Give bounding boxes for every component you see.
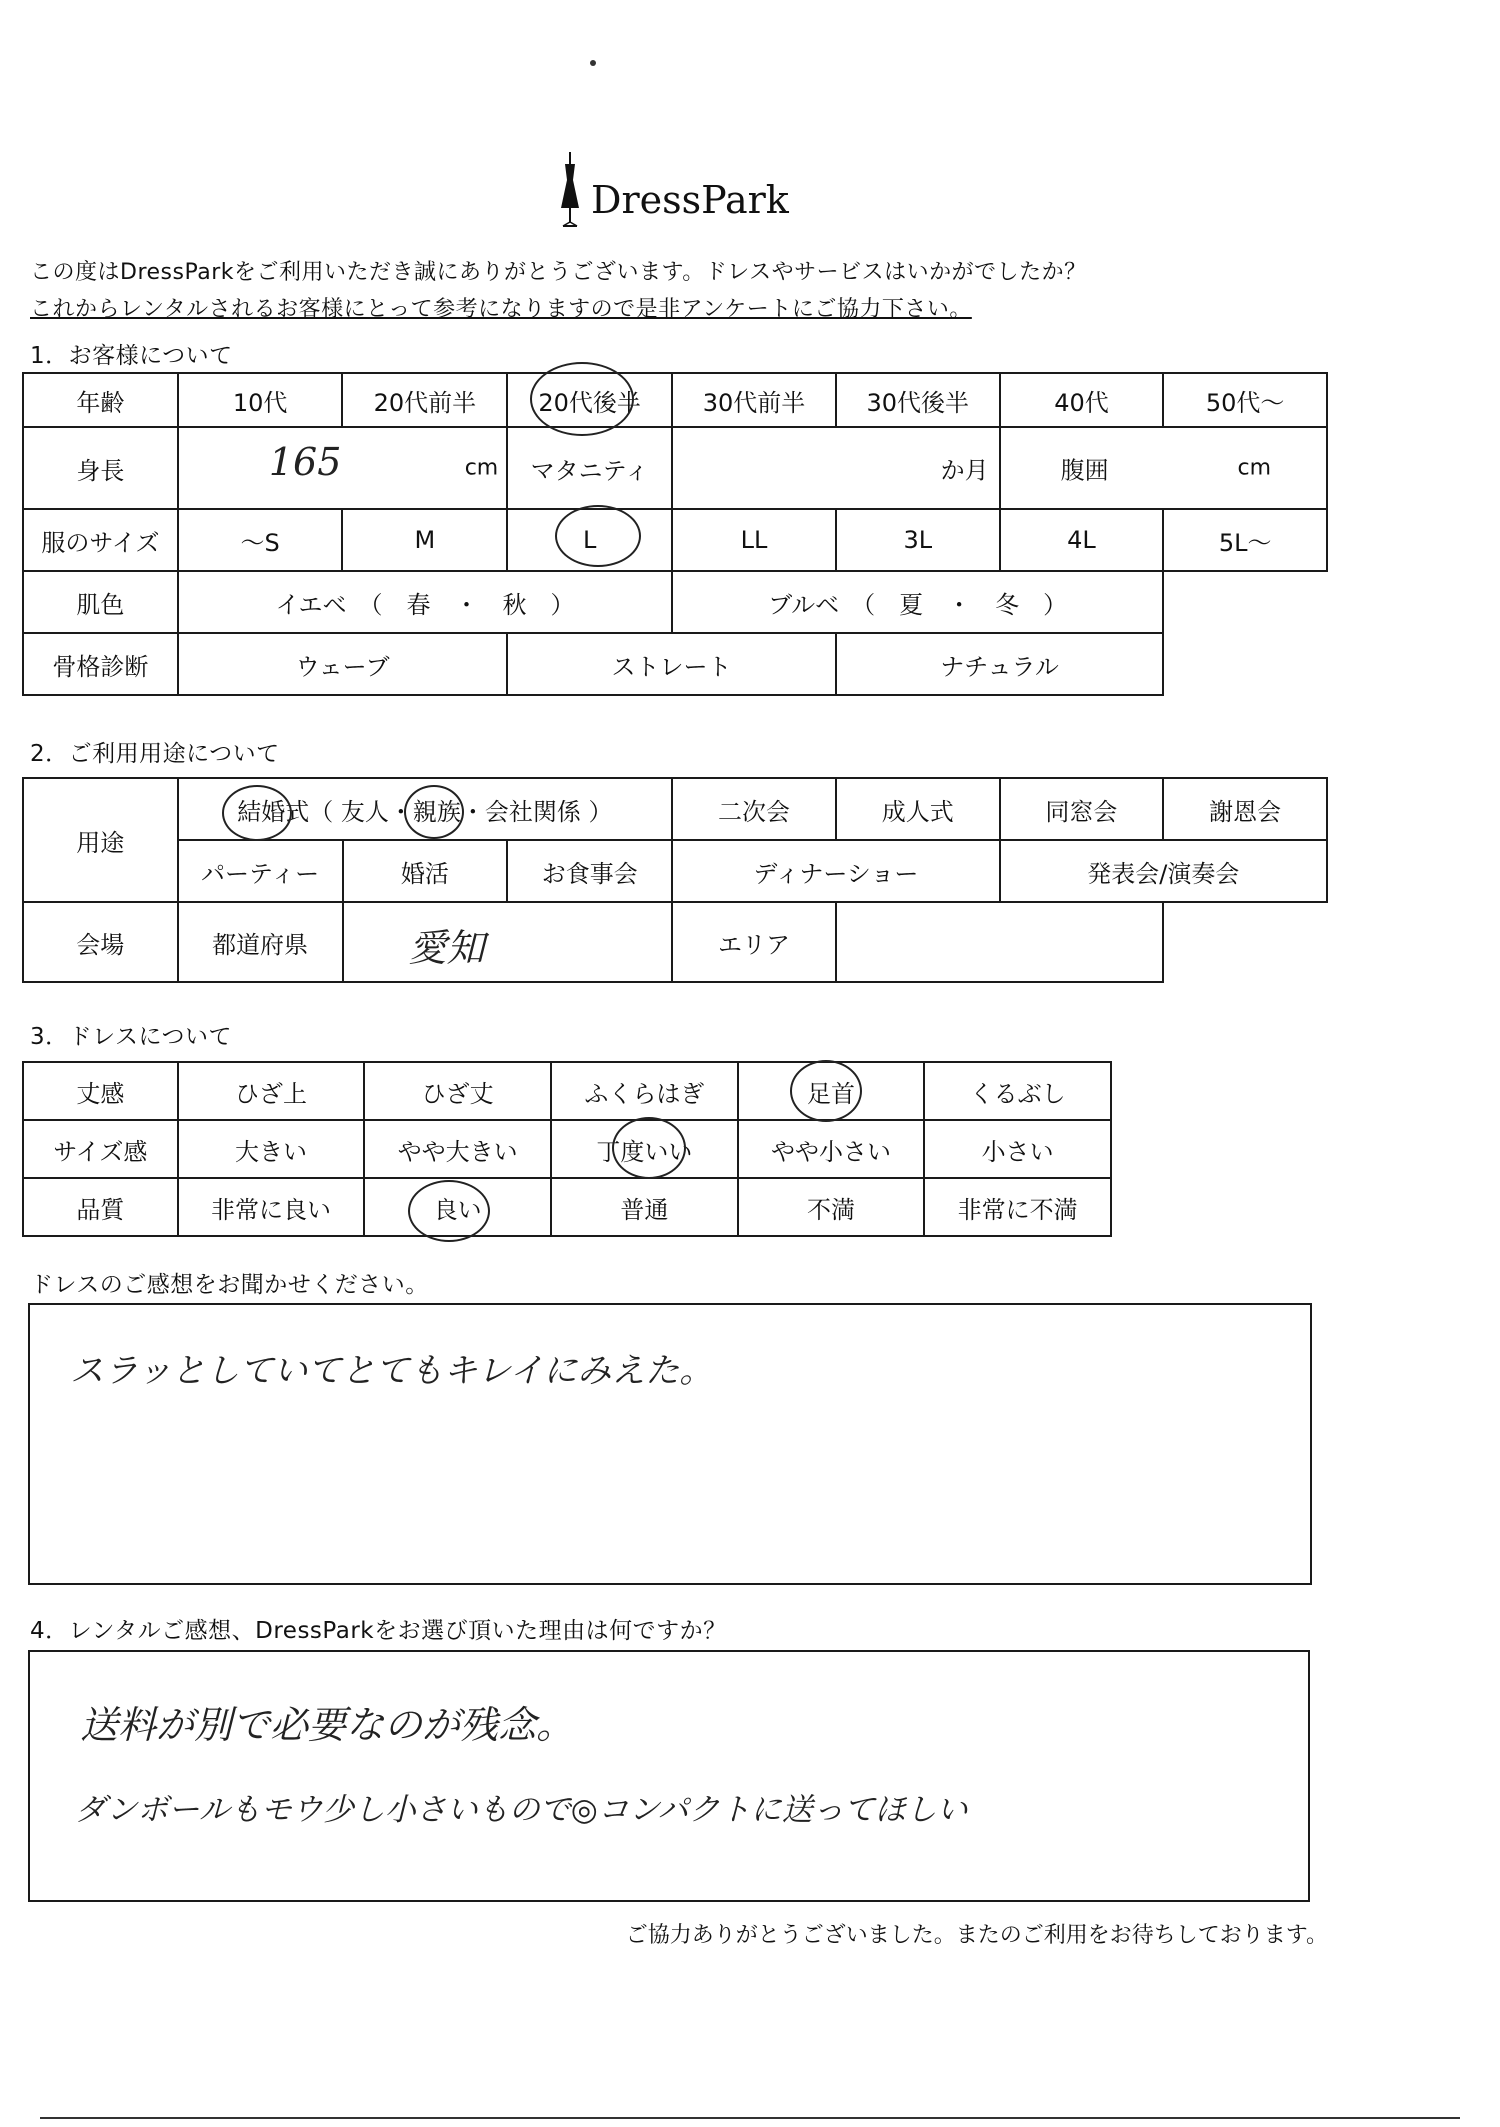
dress-option[interactable]: ひざ丈 [364, 1062, 551, 1120]
age-option[interactable]: 10代 [178, 373, 343, 427]
purpose-option[interactable]: ディナーショー [672, 840, 999, 902]
empty-cell [1163, 902, 1327, 982]
dress-option[interactable]: 大きい [178, 1120, 365, 1178]
purpose-option[interactable]: 成人式 [836, 778, 1000, 840]
selection-circle-quality [408, 1180, 490, 1242]
age-option[interactable]: 50代〜 [1163, 373, 1327, 427]
section-4-title: 4．レンタルご感想、DressParkをお選び頂いた理由は何ですか？ [30, 1618, 727, 1644]
dress-option[interactable]: 非常に不満 [924, 1178, 1111, 1236]
waist-field[interactable] [1000, 427, 1327, 509]
maternity-months-field[interactable] [672, 427, 1000, 509]
skeleton-option[interactable]: ストレート [507, 633, 836, 695]
purpose-table [22, 777, 1328, 983]
months-label: か月 [940, 456, 989, 485]
prefecture-field[interactable] [343, 902, 673, 982]
dress-comment-text: スラッとしていてとてもキレイにみえた。 [70, 1351, 714, 1391]
size-option[interactable]: 5L〜 [1163, 509, 1327, 571]
rental-comment-line-2: ダンボールもモウ少し小さいもので◎コンパクトに送ってほしい [75, 1792, 968, 1828]
dress-option[interactable]: やや大きい [364, 1120, 551, 1178]
footer-thanks: ご協力ありがとうございました。またのご利用をお待ちしております。 [625, 1923, 1328, 1948]
dress-option[interactable]: やや小さい [738, 1120, 925, 1178]
waist-label: 腹囲 [1060, 456, 1109, 485]
purpose-option[interactable]: お食事会 [507, 840, 672, 902]
size-option[interactable]: M [342, 509, 507, 571]
rental-comment-line-1: 送料が別で必要なのが残念。 [80, 1703, 575, 1747]
dress-option[interactable]: くるぶし [924, 1062, 1111, 1120]
age-option-selected[interactable]: 20代後半 [507, 373, 672, 427]
purpose-option[interactable]: 発表会/演奏会 [1000, 840, 1327, 902]
purpose-option[interactable]: パーティー [178, 840, 343, 902]
section-3-title: 3．ドレスについて [30, 1024, 232, 1050]
height-unit: cm [464, 455, 499, 481]
dress-option-selected[interactable]: 良い [364, 1178, 551, 1236]
customer-table [22, 372, 1328, 696]
purpose-option[interactable]: 婚活 [343, 840, 508, 902]
dress-option[interactable]: 普通 [551, 1178, 738, 1236]
size-option[interactable]: LL [672, 509, 836, 571]
prefecture-label: 都道府県 [178, 902, 343, 982]
dress-table [22, 1061, 1112, 1237]
skeleton-option[interactable]: ナチュラル [836, 633, 1163, 695]
selection-circle-relatives [404, 785, 464, 839]
dress-row-label: サイズ感 [23, 1120, 178, 1178]
intro-line-1: この度はDressParkをご利用いただき誠にありがとうございます。ドレスやサービスはいかがでしたか？ [30, 260, 1087, 285]
maternity-label: マタニティ [507, 427, 672, 509]
dress-comment-box[interactable] [28, 1303, 1312, 1585]
age-label: 年齢 [23, 373, 178, 427]
empty-cell [1163, 571, 1327, 633]
purpose-option[interactable]: 二次会 [672, 778, 836, 840]
area-label: エリア [672, 902, 836, 982]
purpose-label: 用途 [23, 778, 178, 902]
dress-option[interactable]: ふくらはぎ [551, 1062, 738, 1120]
age-option[interactable]: 30代後半 [836, 373, 1000, 427]
selection-circle-age [530, 362, 634, 436]
selection-circle-size [555, 505, 641, 567]
dresspark-logo [555, 150, 795, 230]
purpose-option[interactable]: 謝恩会 [1163, 778, 1327, 840]
selection-circle-wedding [222, 785, 292, 841]
size-option[interactable]: 〜S [178, 509, 343, 571]
height-field[interactable] [178, 427, 507, 509]
dress-option-selected[interactable]: 足首 [738, 1062, 925, 1120]
bottom-rule [40, 2117, 1460, 2119]
dress-option[interactable]: ひざ上 [178, 1062, 365, 1120]
selection-circle-fit [612, 1117, 686, 1179]
empty-cell [1163, 633, 1327, 695]
size-label: 服のサイズ [23, 509, 178, 571]
skeleton-label: 骨格診断 [23, 633, 178, 695]
venue-label: 会場 [23, 902, 178, 982]
rental-comment-box[interactable] [28, 1650, 1310, 1902]
section-2-title: 2．ご利用用途について [30, 741, 280, 767]
scan-speck [590, 60, 596, 66]
waist-unit: cm [1237, 455, 1271, 481]
dress-comment-title: ドレスのご感想をお聞かせください。 [30, 1272, 429, 1298]
size-option[interactable]: 4L [1000, 509, 1164, 571]
purpose-option[interactable]: 同窓会 [1000, 778, 1164, 840]
height-label: 身長 [23, 427, 178, 509]
selection-circle-length [790, 1060, 862, 1122]
age-option[interactable]: 20代前半 [342, 373, 507, 427]
age-option[interactable]: 40代 [1000, 373, 1164, 427]
wedding-option[interactable]: 結婚式（ 友人・親族・会社関係 ） [178, 778, 673, 840]
intro-line-2: これからレンタルされるお客様にとって参考になりますので是非アンケートにご協力下さい。 [30, 297, 972, 322]
dress-option[interactable]: 小さい [924, 1120, 1111, 1178]
skeleton-option[interactable]: ウェーブ [178, 633, 507, 695]
prefecture-value: 愛知 [408, 926, 485, 970]
height-value: 165 [268, 440, 342, 484]
skin-blue-option[interactable]: ブルベ （ 夏 ・ 冬 ） [672, 571, 1163, 633]
dress-row-label: 品質 [23, 1178, 178, 1236]
skin-label: 肌色 [23, 571, 178, 633]
logo-text: DressPark [591, 178, 789, 222]
dress-option[interactable]: 非常に良い [178, 1178, 365, 1236]
size-option[interactable]: 3L [836, 509, 1000, 571]
age-option[interactable]: 30代前半 [672, 373, 836, 427]
dress-mannequin-icon [555, 150, 585, 230]
size-option-selected[interactable]: L [507, 509, 672, 571]
dress-row-label: 丈感 [23, 1062, 178, 1120]
skin-yellow-option[interactable]: イエベ （ 春 ・ 秋 ） [178, 571, 672, 633]
section-1-title: 1．お客様について [30, 343, 233, 369]
dress-option-selected[interactable]: 丁度いい [551, 1120, 738, 1178]
dress-option[interactable]: 不満 [738, 1178, 925, 1236]
area-field[interactable] [836, 902, 1163, 982]
